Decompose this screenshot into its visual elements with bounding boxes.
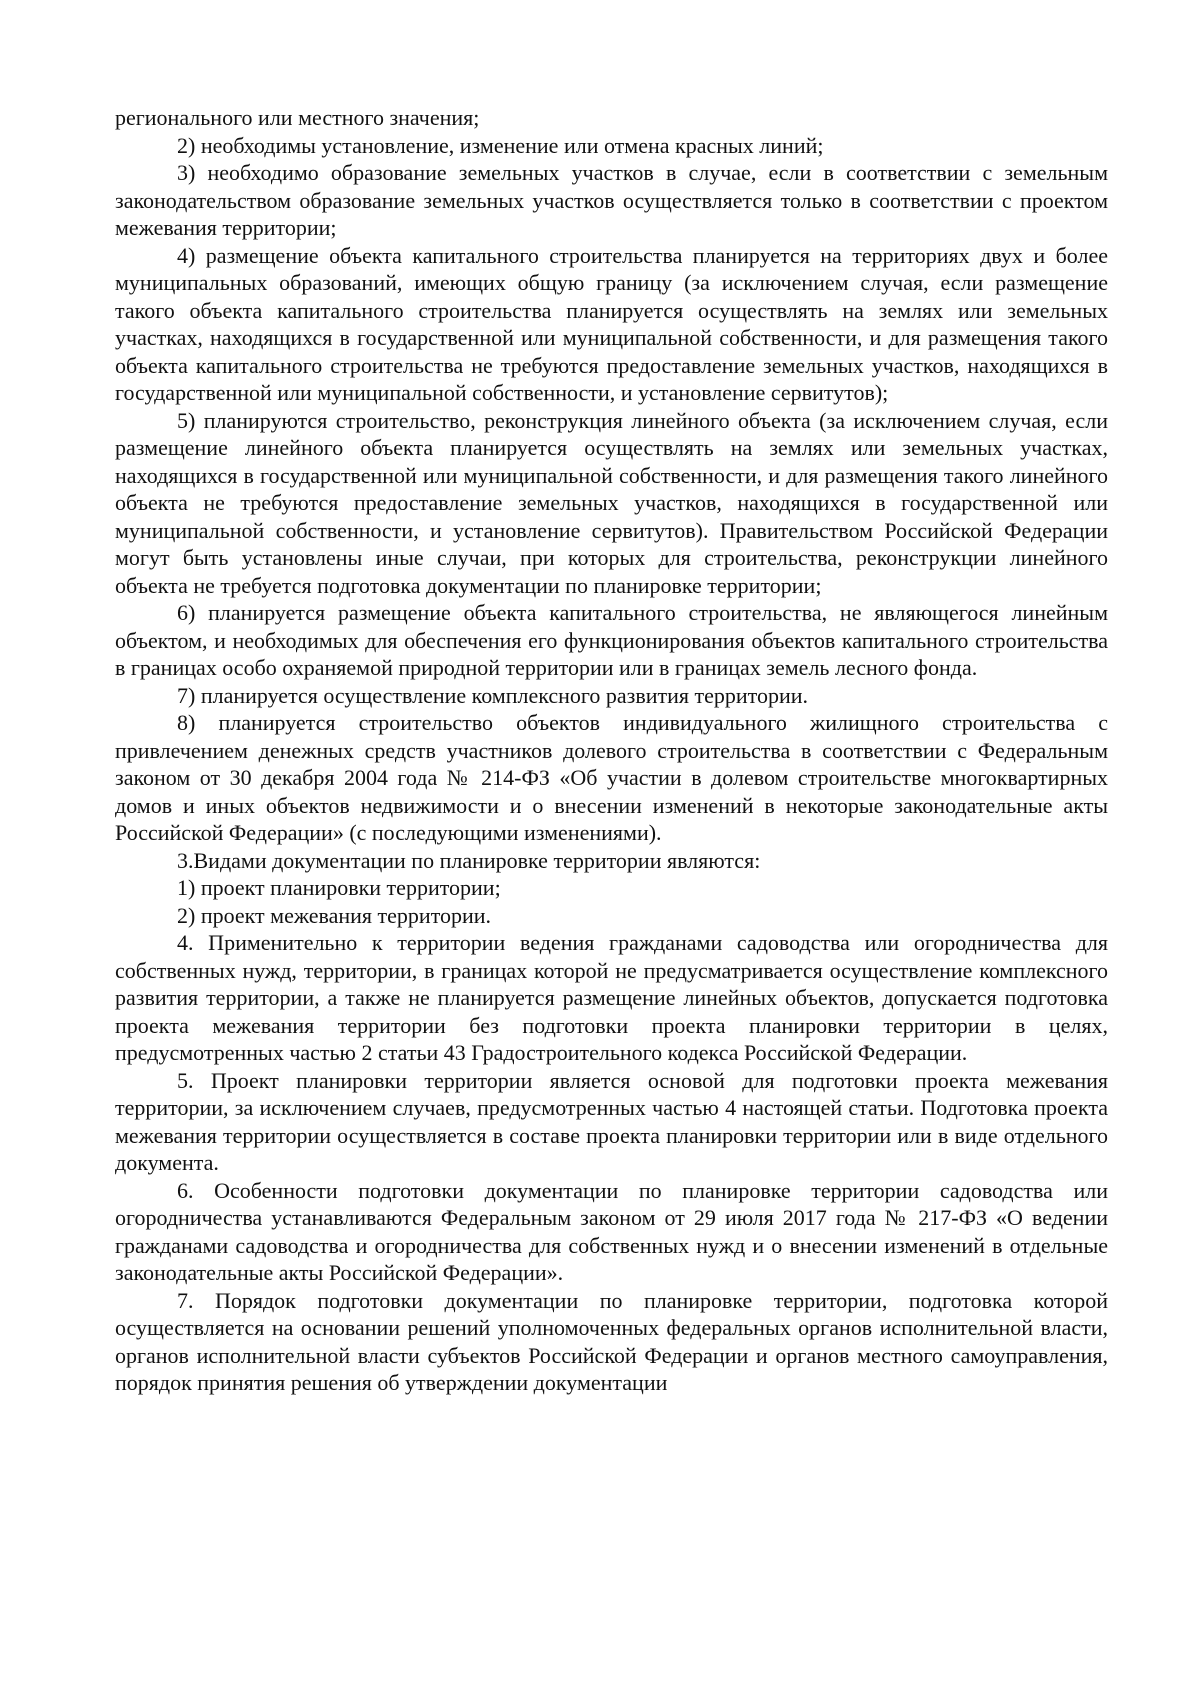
document-page <box>115 104 1108 1397</box>
paragraph-type-1-planning-project: 1) проект планировки территории; <box>177 875 501 900</box>
paragraph-section-7-procedure: 7. Порядок подготовки документации по планировке территории, подготовка которой осуществляется на основании решений уполномоченных федеральных органов исполнительной власти, органов исполнительной власти субъектов Российской Федерации и органов местного самоуправления, порядок принятия решения об утверждении документации <box>115 1287 1108 1395</box>
paragraph-section-3-types: 3.Видами документации по планировке территории являются: <box>177 847 761 873</box>
paragraph-type-2-surveying-project: 2) проект межевания территории. <box>177 902 492 928</box>
paragraph-item-3-land-plots: 3) необходимо образование земельных участков в случае, если в соответствии с земельным законодательством образование земельных участков осуществляется только в соответствии с проектом межевания территории; <box>115 160 1108 240</box>
paragraph-section-4-gardening: 4. Применительно к территории ведения гражданами садоводства или огородничества для собственных нужд, территории, в границах которой не предусматривается осуществление комплексного развития территории, а также не планируется размещение линейных объектов, допускается подготовка проекта межевания территории без подготовки проекта планировки территории в целях, предусмотренных частью 2 статьи 43 Градостроительного кодекса Российской Федерации. <box>115 930 1108 1065</box>
paragraph-item-5-linear-object: 5) планируются строительство, реконструкция линейного объекта (за исключением случая, если размещение линейного объекта планируется осуществлять на землях или земельных участках, находящихся в государственной или муниципальной собственности, и для размещения такого линейного объекта не требуются предоставление земельных участков, находящихся в государственной или муниципальной собственности, и установление сервитутов). Правительством Российской Федерации могут быть установлены иные случаи, при которых для строительства, реконструкции линейного объекта не требуется подготовка документации по планировке территории; <box>115 407 1108 598</box>
paragraph-section-6-features: 6. Особенности подготовки документации по планировке территории садоводства или огородничества устанавливаются Федеральным законом от 29 июля 2017 года № 217-ФЗ «О ведении гражданами садоводства и огородничества для собственных нужд и о внесении изменений в отдельные законодательные акты Российской Федерации». <box>115 1177 1108 1285</box>
paragraph-item-7-complex-development: 7) планируется осуществление комплексного развития территории. <box>177 682 809 708</box>
paragraph-item-4-municipalities: 4) размещение объекта капитального строительства планируется на территориях двух и более муниципальных образований, имеющих общую границу (за исключением случая, если размещение такого объекта капитального строительства планируется осуществлять на землях или земельных участках, находящихся в государственной или муниципальной собственности, и для размещения такого объекта капитального строительства не требуются предоставление земельных участков, находящихся в государственной или муниципальной собственности, и установление сервитутов); <box>115 242 1108 405</box>
paragraph-continuation: регионального или местного значения; <box>115 105 480 130</box>
paragraph-item-8-housing: 8) планируется строительство объектов индивидуального жилищного строительства с привлечением денежных средств участников долевого строительства в соответствии с Федеральным законом от 30 декабря 2004 года № 214-ФЗ «Об участии в долевом строительстве многоквартирных домов и иных объектов недвижимости и о внесении изменений в некоторые законодательные акты Российской Федерации» (с последующими изменениями). <box>115 710 1108 845</box>
paragraph-item-6-protected-territory: 6) планируется размещение объекта капитального строительства, не являющегося линейным объектом, и необходимых для обеспечения его функционирования объектов капитального строительства в границах особо охраняемой природной территории или в границах земель лесного фонда. <box>115 600 1108 680</box>
paragraph-section-5-basis: 5. Проект планировки территории является основой для подготовки проекта межевания территории, за исключением случаев, предусмотренных частью 4 настоящей статьи. Подготовка проекта межевания территории осуществляется в составе проекта планировки территории или в виде отдельного документа. <box>115 1067 1108 1175</box>
paragraph-item-2-red-lines: 2) необходимы установление, изменение или отмена красных линий; <box>177 132 824 158</box>
